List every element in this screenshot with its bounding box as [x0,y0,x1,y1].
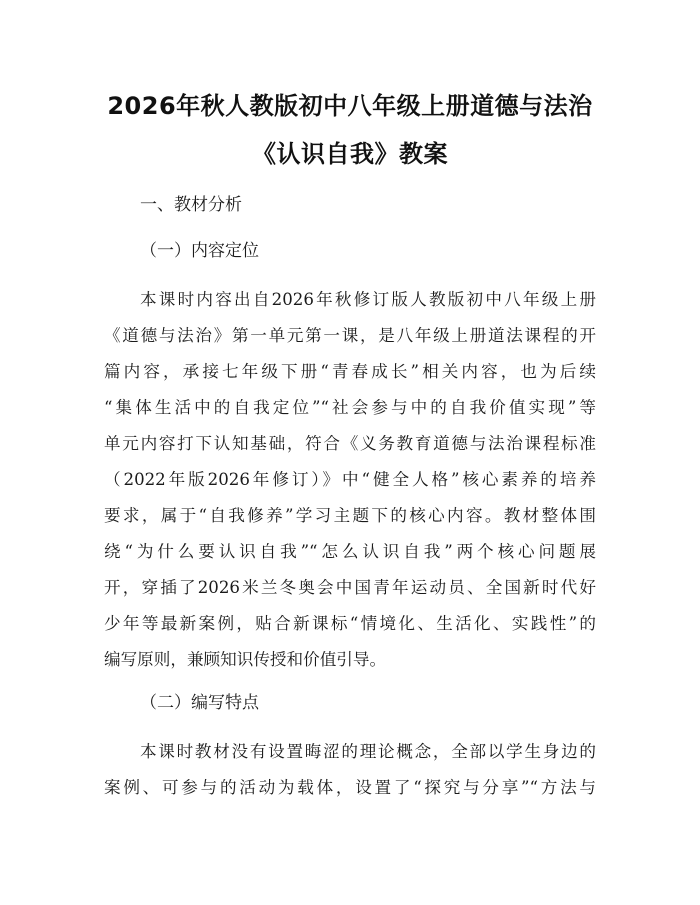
paragraph-line: “集体生活中的自我定位”“社会参与中的自我价值实现”等 [104,398,596,417]
paragraph-line: 《道德与法治》第一单元第一课，是八年级上册道法课程的开 [104,326,596,345]
section-heading-teaching-material-analysis: 一、教材分析 [140,195,242,215]
paragraph-line: 本课时教材没有设置晦涩的理论概念，全部以学生身边的 [140,742,596,761]
paragraph-line: （2022年版2026年修订）》中“健全人格”核心素养的培养 [104,470,596,489]
paragraph-line: 绕“为什么要认识自我”“怎么认识自我”两个核心问题展 [104,542,596,561]
paragraph-line: 少年等最新案例，贴合新课标“情境化、生活化、实践性”的 [104,614,596,633]
document-title-line-2: 《认识自我》教案 [252,140,448,168]
paragraph-line: 案例、可参与的活动为载体，设置了“探究与分享”“方法与 [104,778,596,797]
paragraph-line: 本课时内容出自2026年秋修订版人教版初中八年级上册 [140,290,596,309]
subsection-heading-writing-features: （二）编写特点 [140,693,259,713]
document-title-line-1: 2026年秋人教版初中八年级上册道德与法治 [107,92,593,120]
paragraph-line: 要求，属于“自我修养”学习主题下的核心内容。教材整体围 [104,506,596,525]
paragraph-line: 单元内容打下认知基础，符合《义务教育道德与法治课程标准 [104,434,596,453]
subsection-heading-content-positioning: （一）内容定位 [140,241,259,261]
paragraph-line: 篇内容，承接七年级下册“青春成长”相关内容，也为后续 [104,362,596,381]
paragraph-line: 编写原则，兼顾知识传授和价值引导。 [104,650,387,669]
paragraph-line: 开，穿插了2026米兰冬奥会中国青年运动员、全国新时代好 [104,578,596,597]
